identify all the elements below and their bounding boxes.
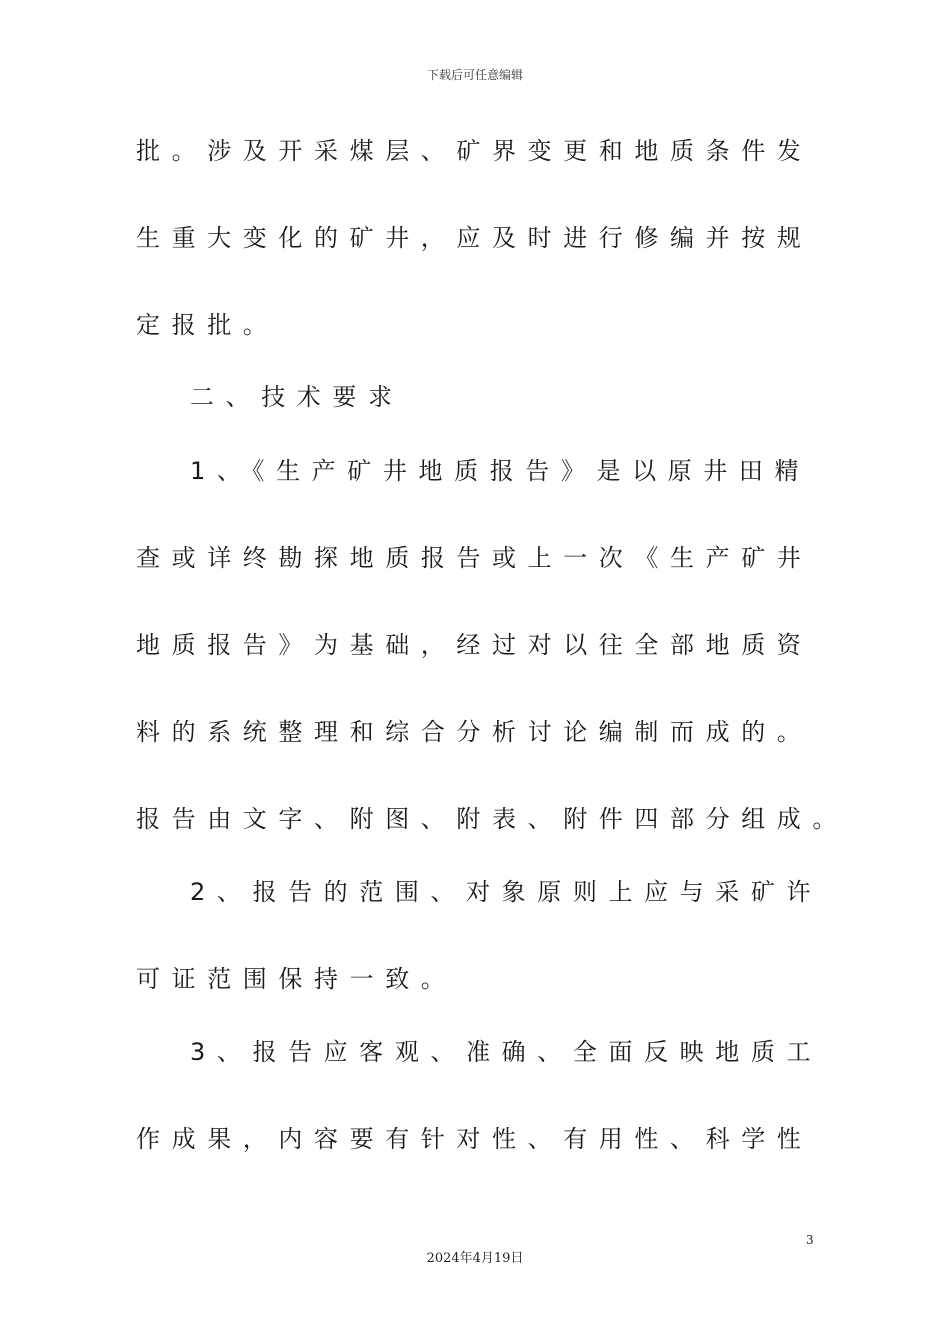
body-line: 定报批。 (136, 311, 279, 339)
section-heading: 二、技术要求 (190, 383, 404, 411)
body-line: 查或详终勘探地质报告或上一次《生产矿井 (136, 544, 813, 572)
page-number: 3 (806, 1233, 814, 1247)
body-line: 报告由文字、附图、附表、附件四部分组成。 (136, 805, 848, 833)
body-line: 批。涉及开采煤层、矿界变更和地质条件发 (136, 137, 813, 165)
body-line: 料的系统整理和综合分析讨论编制而成的。 (136, 718, 813, 746)
footer-date: 2024年4月19日 (426, 1251, 524, 1266)
body-line: 2、报告的范围、对象原则上应与采矿许 (190, 878, 823, 906)
body-line: 作成果，内容要有针对性、有用性、科学性 (136, 1125, 813, 1153)
body-line: 可证范围保持一致。 (136, 965, 457, 993)
header-note: 下载后可任意编辑 (426, 68, 523, 82)
body-line: 地质报告》为基础，经过对以往全部地质资 (136, 631, 813, 659)
body-line: 3、报告应客观、准确、全面反映地质工 (190, 1038, 823, 1066)
body-line: 生重大变化的矿井，应及时进行修编并按规 (136, 224, 813, 252)
body-line: 1、《生产矿井地质报告》是以原井田精 (190, 457, 811, 485)
